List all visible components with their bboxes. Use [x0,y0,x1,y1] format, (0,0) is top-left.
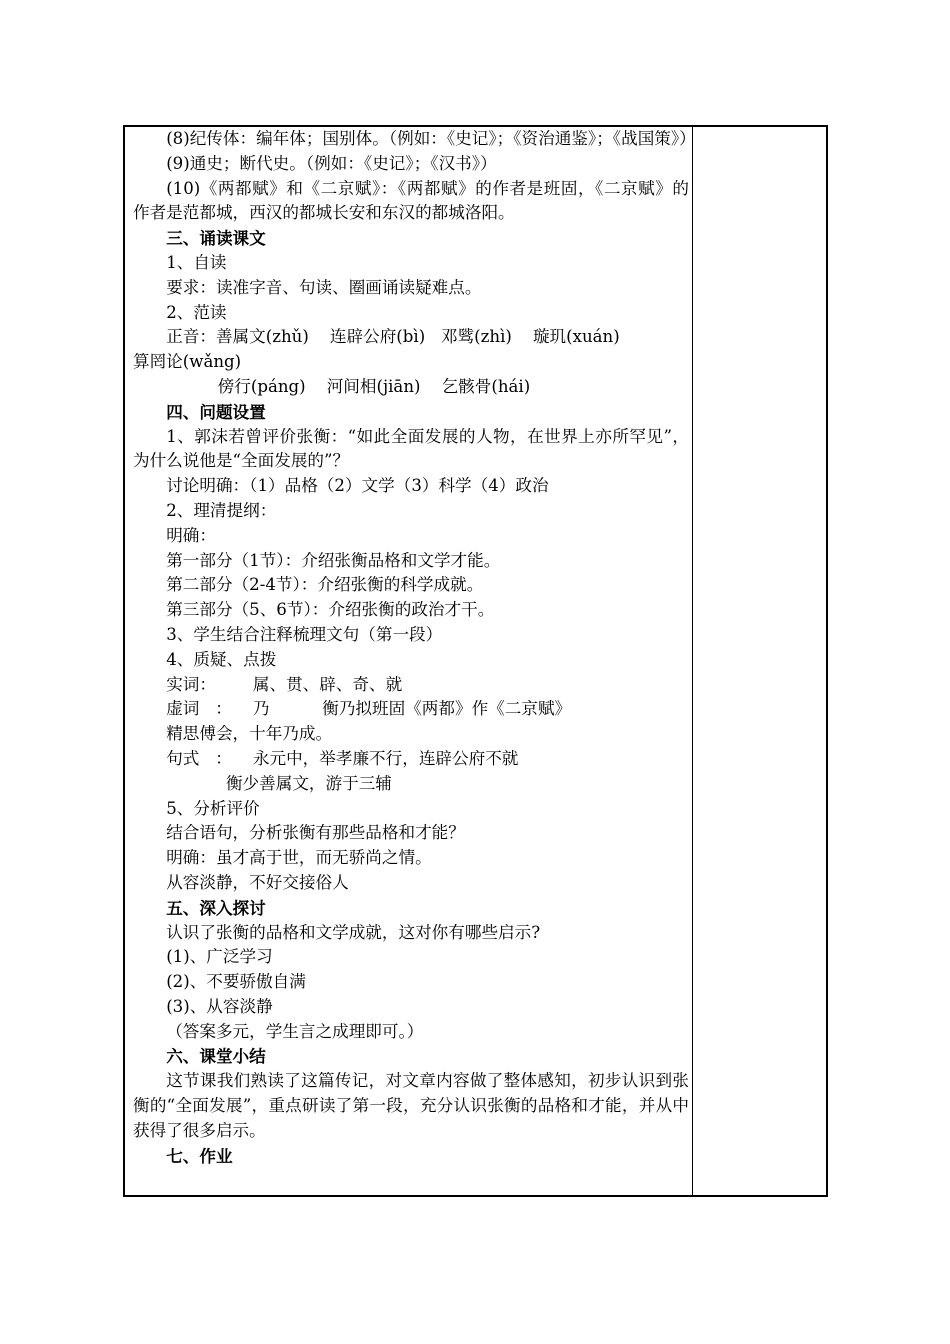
text-line: 精思傅会，十年乃成。 [166,724,333,744]
text-line: 2、理清提纲： [166,500,277,520]
section-heading: 三、诵读课文 [166,228,266,249]
text-line: 明确：虽才高于世，而无骄尚之情。 [166,848,432,868]
text-line: (10)《两都赋》和《二京赋》：《两都赋》的作者是班固，《二京赋》的作者是范都城，西汉的都城长安和东汉的都城洛阳。 [133,178,689,223]
text-line: 1、郭沫若曾评价张衡：“如此全面发展的人物，在世界上亦所罕见”，为什么说他是“全面发展的”？ [133,426,689,471]
text-line: 傍行(páng) 河间相(jiān) 乞骸骨(hái) [217,376,531,396]
text-line: 3、学生结合注释梳理文句（第一段） [166,624,443,644]
section-heading: 四、问题设置 [166,401,266,422]
section-heading: 五、深入探讨 [166,897,266,918]
text-line: 从容淡静，不好交接俗人 [166,872,349,892]
text-line: 1、自读 [166,252,227,272]
text-line: 这节课我们熟读了这篇传记，对文章内容做了整体感知，初步认识到张衡的“全面发展”，重点研读了第一段，充分认识张衡的品格和才能，并从中获得了很多启示。 [133,1071,689,1140]
section-heading: 七、作业 [166,1145,233,1166]
text-line: 4、质疑、点拨 [166,649,277,669]
text-line: 第二部分（2-4节）：介绍张衡的科学成就。 [166,575,484,595]
text-line: (1)、广泛学习 [166,947,273,967]
text-line: 要求：读准字音、句读、圈画诵读疑难点。 [166,277,482,297]
text-line: (3)、从容淡静 [166,996,273,1016]
text-line: 结合语句，分析张衡有那些品格和才能？ [166,823,465,843]
text-line: 明确： [166,525,216,545]
text-line: 实词： 属、贯、辟、奇、就 [166,674,403,694]
text-line: （答案多元，学生言之成理即可。） [166,1021,424,1041]
column-divider [692,125,693,1197]
lesson-content [133,127,696,1168]
section-heading: 六、课堂小结 [166,1046,266,1067]
text-line: 讨论明确：（1）品格（2）文学（3）科学（4）政治 [166,476,549,496]
text-line: (2)、不要骄傲自满 [166,972,306,992]
text-line: 正音：善属文(zhǔ) 连辟公府(bì) 邓骘(zhì) 璇玑(xuán) [166,327,620,347]
text-line: 句式 ： 永元中，举孝廉不行，连辟公府不就 [166,748,519,768]
text-line: 虚词 ： 乃 衡乃拟班固《两都》作《二京赋》 [166,699,572,719]
text-line: 第一部分（1节）：介绍张衡品格和文学才能。 [166,550,501,570]
text-line: 认识了张衡的品格和文学成就，这对你有哪些启示? [166,922,541,942]
text-line: 2、范读 [166,302,227,322]
text-line: 衡少善属文，游于三辅 [225,773,392,793]
text-line: (8)纪传体：编年体；国别体。（例如：《史记》；《资治通鉴》；《战国策》） [166,129,696,148]
text-line: (9)通史；断代史。（例如：《史记》；《汉书》） [166,153,497,173]
text-line: 5、分析评价 [166,798,260,818]
text-line: 第三部分（5、6节）：介绍张衡的政治才干。 [166,600,495,620]
text-line: 算罔论(wǎng) [133,352,242,372]
